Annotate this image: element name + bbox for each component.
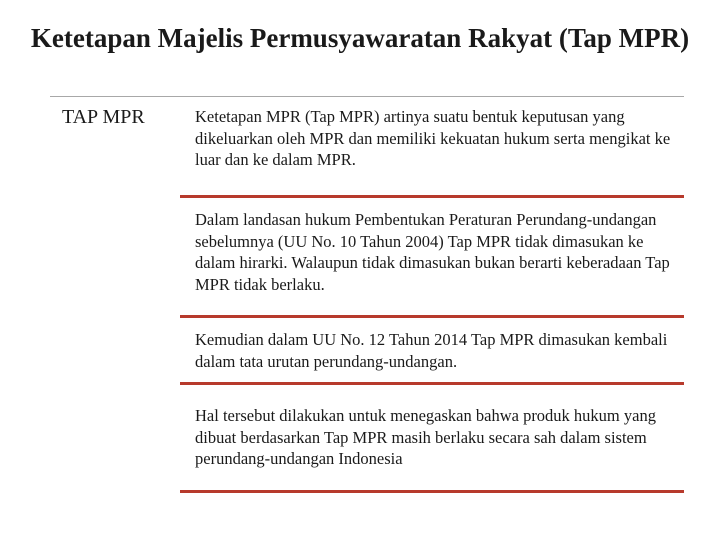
paragraph-reinclusion: Kemudian dalam UU No. 12 Tahun 2014 Tap MPR dimasukan kembali dalam tata urutan perundang-undangan. — [195, 330, 668, 371]
paragraph-divider — [180, 195, 684, 198]
paragraph-definition: Ketetapan MPR (Tap MPR) artinya suatu bentuk keputusan yang dikeluarkan oleh MPR dan memiliki kekuatan hukum serta mengikat ke luar dan ke dalam MPR. — [195, 107, 671, 169]
title-divider — [50, 96, 684, 97]
paragraph-divider — [180, 382, 684, 385]
paragraph-divider — [180, 490, 684, 493]
slide-title: Ketetapan Majelis Permusyawaratan Rakyat (Tap MPR) — [30, 23, 690, 53]
row-label: TAP MPR — [62, 106, 145, 128]
paragraph-history: Dalam landasan hukum Pembentukan Peraturan Perundang-undangan sebelumnya (UU No. 10 Tahun 2004) Tap MPR tidak dimasukan ke dalam hirarki. Walaupun tidak dimasukan bukan berarti keberadaan Tap MPR tidak berlaku. — [195, 210, 670, 294]
paragraph-divider — [180, 315, 684, 318]
paragraph-purpose: Hal tersebut dilakukan untuk menegaskan bahwa produk hukum yang dibuat berdasarkan Tap MPR masih berlaku secara sah dalam sistem perundang-undangan Indonesia — [195, 406, 656, 468]
